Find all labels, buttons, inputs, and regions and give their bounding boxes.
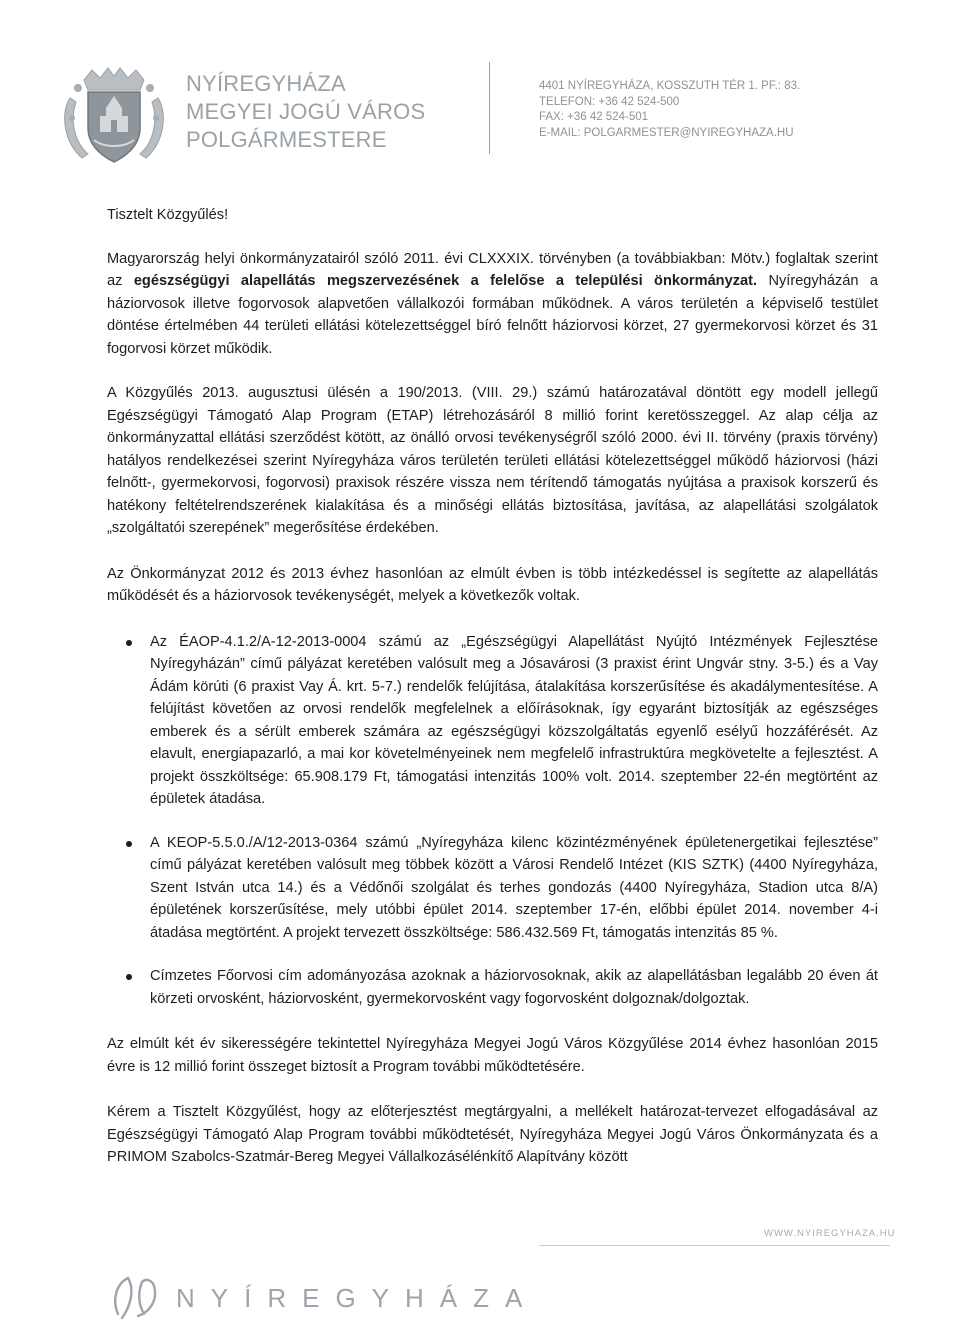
salutation: Tisztelt Közgyűlés! [107,207,229,223]
contact-fax: FAX: +36 42 524-501 [539,111,649,123]
list-item [107,832,878,945]
contact-phone: TELEFON: +36 42 524-500 [539,95,680,108]
contact-block [539,79,800,141]
header-divider [489,62,490,154]
bullet-icon [126,974,132,980]
footer-website: WWW.NYIREGYHAZA.HU [764,1228,896,1239]
measures-list [107,631,878,1011]
contact-address: 4401 NYÍREGYHÁZA, KOSSZUTH TÉR 1. PF.: 83. [539,80,801,92]
bullet-icon [126,640,132,646]
footer-divider [539,1245,890,1246]
organization-name [186,70,425,154]
org-line-1: NYÍREGYHÁZA [186,71,346,96]
list-item-text: A KEOP-5.5.0./A/12-2013-0364 számú „Nyíregyháza kilenc közintézményének épületenergetikai fejlesztése” című pályázat keretében valósult meg többek között a Városi Rendelő Intézet (KIS SZTK) (4400 Nyíregyháza, Szent István utca 14.) és a Védőnői szolgálat és terhes gondozás (4400 Nyíregyháza, Stadion utca 8/A) épületének korszerűsítése, mely utóbbi épület 2014. szeptember 17-én, előbbi épület 2014. november 4-i átadása megtörtént. A projekt tervezett összköltsége: 586.432.569 Ft, támogatás intenzitás 85 %. [150,834,878,941]
list-item-text: Címzetes Főorvosi cím adományozása azoknak a háziorvosoknak, akik az alapellátásban legalább 20 éven át körzeti orvosként, háziorvosként, gyermekorvosként vagy fogorvosként dolgoznak/dolgoztak. [150,968,878,1007]
list-item [107,631,878,811]
paragraph-2: A Közgyűlés 2013. augusztusi ülésén a 190/2013. (VIII. 29.) számú határozatával döntött egy modell jellegű Egészségügyi Támogató Alap Program (ETAP) létrehozásáról 8 millió forint keretösszeggel. Az alap célja az önkormányzattal ellátási szerződést kötött, az önálló orvosi tevékenységről szóló 2000. évi II. törvény (praxis törvény) hatályos rendelkezései szerint Nyíregyháza város területén területi ellátási kötelezettséggel működő háziorvosi (házi felnőtt-, gyermekorvosi, fogorvosi) praxisok részére vissza nem térítendő támogatás nyújtása a praxisok korszerű és hatékony feltételrendszerének kialakítása és a minőségi ellátás biztosítása, javítása, az alapellátási szolgálatok „szolgáltatói szerepének” megerősítése érdekében. [107,385,878,536]
paragraph-1-rest: Nyíregyházán a háziorvosok illetve fogorvosok alapvetően vállalkozói formában működnek. A város területén a képviselő testület döntése értelmében 44 területi ellátási kötelezettséggel bíró felnőtt háziorvosi körzet, 27 gyermekorvosi körzet és 31 fogorvosi körzet működik. [107,273,878,357]
paragraph-1 [107,248,878,361]
bullet-icon [126,841,132,847]
footer-city-name: NYÍREGYHÁZA [176,1283,539,1313]
paragraph-1-bold: egészségügyi alapellátás megszervezésének a felelőse a települési önkormányzat. [133,273,758,289]
list-item-text: Az ÉAOP-4.1.2/A-12-2013-0004 számú az „Egészségügyi Alapellátást Nyújtó Intézmények Fejlesztése Nyíregyházán” című pályázat keretében valósult meg a Jósavárosi (3 praxist érint Ungvár stny. 3-5.) és a Vay Ádám körúti (6 praxist Vay Á. krt. 5-7.) rendelők felújítása, átalakítása korszerűsítése és akadálymentesítése. A felújítást követően az orvosi rendelők megfelelnek a előírásoknak, így egyaránt biztosítják az egészséges emberek és a sérült emberek számára az egészségügyi közszolgáltatás egyenlő esélyű hozzáférését. Az elavult, energiapazarló, a mai kor követelményeinek nem megfelelő infrastruktúra megkövetelte a fejlesztést. A projekt összköltsége: 65.908.179 Ft, támogatási intenzitás 100% volt. 2014. szeptember 22-én megtörtént az épületek átadása. [150,633,878,807]
paragraph-5: Kérem a Tisztelt Közgyűlést, hogy az előterjesztést megtárgyalni, a mellékelt határozat-tervezet elfogadásával az Egészségügyi Támogató Alap Program további működtetését, Nyíregyháza Megyei Jogú Város Önkormányzata és a PRIMOM Szabolcs-Szatmár-Bereg Megyei Vállalkozásélénkítő Alapítvány között [107,1104,878,1165]
paragraph-1-intro: Magyarország helyi önkormányzatairól szóló 2011. évi CLXXXIX. törvényben (a továbbiakban: Mötv.) foglaltak szerint az [107,250,878,289]
city-coat-of-arms-icon [58,58,170,170]
list-item [107,965,878,1010]
org-line-2: MEGYEI JOGÚ VÁROS [186,99,426,124]
paragraph-3: Az Önkormányzat 2012 és 2013 évhez hasonlóan az elmúlt évben is több intézkedéssel is segítette az alapellátás működését és a háziorvosok tevékenységét, melyek a következők voltak. [107,565,878,604]
org-line-3: POLGÁRMESTERE [186,127,387,152]
city-logo-icon [108,1270,164,1326]
paragraph-4: Az elmúlt két év sikerességére tekintettel Nyíregyháza Megyei Jogú Város Közgyűlése 2014 évhez hasonlóan 2015 évre is 12 millió forint összeget biztosít a Program további működtetésére. [107,1036,878,1075]
letter-body [107,204,878,1169]
contact-email: E-MAIL: POLGARMESTER@NYIREGYHAZA.HU [539,126,794,139]
